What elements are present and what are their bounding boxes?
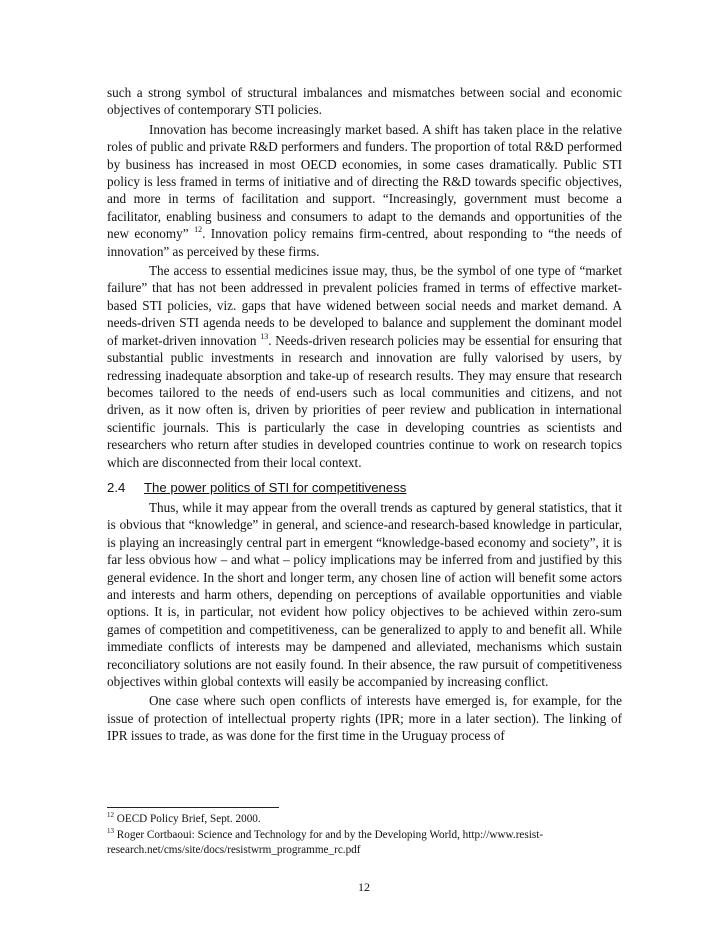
body-text (107, 84, 622, 745)
paragraph-2-text: Innovation has become increasingly market based. A shift has taken place in the relative roles of public and private R&D performers and funders. The proportion of total R&D performed by business has increased in most OECD economies, in some cases dramatically. Public STI policy is less framed in terms of initiative and of directing the R&D towards specific objectives, and more in terms of facilitation and support. “Increasingly, government must become a facilitator, enabling business and consumers to adapt to the demands and opportunities of the new economy” (107, 121, 622, 242)
paragraph-2-text-cont: . Innovation policy remains firm-centred, about responding to “the needs of innovation” as perceived by these firms. (107, 226, 622, 259)
footnote-ref-12: 12 (194, 225, 203, 235)
section-title: The power politics of STI for competitiveness (144, 479, 407, 495)
footnote-13-text: Roger Cortbaoui: Science and Technology for and by the Developing World, http://www.resist-research.net/cms/site/docs/resistwrm_programme_rc.pdf (107, 828, 544, 856)
section-number: 2.4 (107, 479, 126, 495)
paragraph-3-text-cont: . Needs-driven research policies may be essential for ensuring that substantial public investments in research and innovation are fully valorised by users, by redressing inadequate absorption and take-up of research results. They may ensure that research becomes tailored to the needs of end-users such as local communities and citizens, and not driven, as it now often is, driven by priorities of peer review and publication in international scientific journals. This is particularly the case in developing countries as scientists and researchers who return after studies in developed countries continue to work on research topics which are disconnected from their local context. (107, 332, 623, 470)
paragraph-3 (107, 262, 622, 471)
paragraph-4: Thus, while it may appear from the overall trends as captured by general statistics, that it is obvious that “knowledge” in general, and science-and research-based knowledge in particular, is playing an increasingly central part in emergent “knowledge-based economy and society”, it is far less obvious how – and what – policy implications may be inferred from and justified by this general evidence. In the short and longer term, any chosen line of action will benefit some actors and interests and harm others, depending on perceptions of available opportunities and viable options. It is, in particular, not evident how policy objectives to be achieved within zero-sum games of competition and competitiveness, can be generalized to apply to and benefit all. While immediate conflicts of interests may be dampened and alleviated, mechanisms which sustain reconciliatory solutions are not easily found. In their absence, the raw pursuit of competitiveness objectives within global contexts will easily be accompanied by increasing conflict. (107, 499, 622, 689)
paragraph-3-text: The access to essential medicines issue may, thus, be the symbol of one type of “market failure” that has not been addressed in prevalent policies framed in terms of effective market-based STI policies, viz. gaps that have widened between social needs and market demand. A needs-driven STI agenda needs to be developed to balance and supplement the dominant model of market-driven innovation (107, 263, 622, 348)
paragraph-1: such a strong symbol of structural imbalances and mismatches between social and economic objectives of contemporary STI policies. (107, 85, 622, 118)
footnote-ref-13: 13 (260, 331, 269, 341)
footnote-12-number: 12 (107, 811, 114, 819)
footnote-divider (107, 807, 279, 808)
paragraph-5: One case where such open conflicts of interests have emerged is, for example, for the issue of protection of intellectual property rights (IPR; more in a later section). The linking of IPR issues to trade, as was done for the first time in the Uruguay process of (107, 693, 622, 744)
footnote-13-number: 13 (107, 826, 114, 835)
footnote-12-text: OECD Policy Brief, Sept. 2000. (114, 813, 261, 825)
paragraph-2 (107, 121, 622, 260)
footnote-12 (107, 812, 622, 828)
page-number: 12 (358, 880, 370, 894)
section-heading (107, 479, 622, 497)
footnote-13 (107, 828, 622, 859)
footnotes (107, 812, 622, 859)
